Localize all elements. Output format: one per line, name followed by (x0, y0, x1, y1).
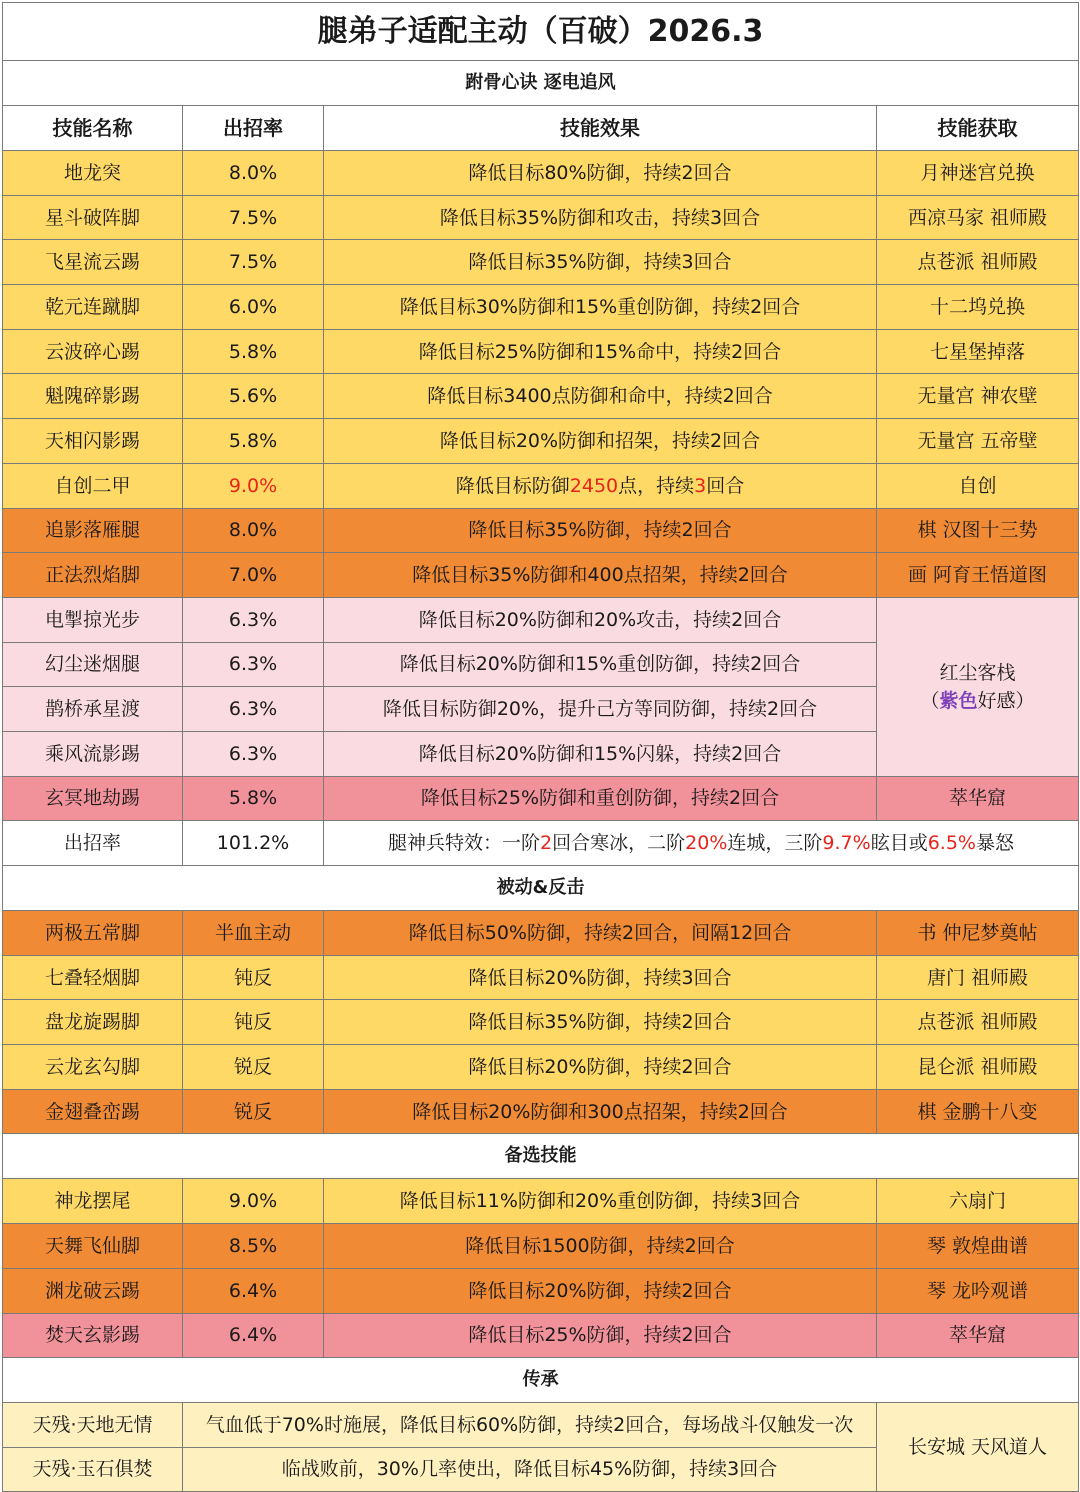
effect-text: 腿神兵特效：一阶 (388, 832, 541, 855)
section-row (3, 1134, 1079, 1179)
skill-source: 萃华窟 (877, 776, 1079, 821)
effect-text: 暴怒 (975, 832, 1014, 855)
table-row (3, 821, 1079, 866)
skill-rate: 锐反 (183, 1089, 324, 1134)
skill-source: 自创 (877, 463, 1079, 508)
skill-source: 七星堡掉落 (877, 329, 1079, 374)
skill-effect: 降低目标20%防御和300点招架，持续2回合 (324, 1089, 877, 1134)
skill-name: 星斗破阵脚 (3, 195, 183, 240)
table-row (3, 1045, 1079, 1090)
skill-rate: 6.4% (183, 1268, 324, 1313)
skill-source: 琴 敦煌曲谱 (877, 1224, 1079, 1269)
skill-effect: 降低目标80%防御，持续2回合 (324, 151, 877, 196)
skill-rate: 6.3% (183, 687, 324, 732)
skill-rate: 8.0% (183, 508, 324, 553)
total-rate: 101.2% (183, 821, 324, 866)
skill-name: 天残·天地无情 (3, 1403, 183, 1448)
skill-source: 书 仲尼梦奠帖 (877, 911, 1079, 956)
skill-name: 渊龙破云踢 (3, 1268, 183, 1313)
skill-rate: 6.3% (183, 731, 324, 776)
table-row (3, 1403, 1079, 1448)
skill-name: 焚天玄影踢 (3, 1313, 183, 1358)
table-row (3, 553, 1079, 598)
skill-effect: 降低目标35%防御，持续2回合 (324, 508, 877, 553)
effect-text: 眩目或 (870, 832, 928, 855)
skill-effect: 降低目标25%防御和重创防御，持续2回合 (324, 776, 877, 821)
effect-text: 点，持续 (618, 474, 695, 497)
skill-source-inn (877, 597, 1079, 776)
skill-source: 萃华窟 (877, 1313, 1079, 1358)
favor-color: 紫色 (939, 689, 978, 712)
skill-source: 点苍派 祖师殿 (877, 240, 1079, 285)
table-row (3, 1000, 1079, 1045)
skill-effect: 气血低于70%时施展，降低目标60%防御，持续2回合，每场战斗仅触发一次 (183, 1403, 877, 1448)
table-row (3, 597, 1079, 642)
skill-effect: 降低目标防御20%，提升己方等同防御，持续2回合 (324, 687, 877, 732)
skill-effect: 降低目标20%防御和招架，持续2回合 (324, 419, 877, 464)
skill-name: 电掣掠光步 (3, 597, 183, 642)
skill-name: 地龙突 (3, 151, 183, 196)
header-source: 技能获取 (877, 106, 1079, 151)
skill-name: 鹊桥承星渡 (3, 687, 183, 732)
skill-effect: 降低目标20%防御，持续2回合 (324, 1268, 877, 1313)
skill-rate: 6.3% (183, 642, 324, 687)
inn-requirement (879, 687, 1076, 715)
skill-rate: 8.5% (183, 1224, 324, 1269)
skill-name: 乘风流影踢 (3, 731, 183, 776)
table-row (3, 195, 1079, 240)
skill-source: 琴 龙吟观谱 (877, 1268, 1079, 1313)
skill-effect: 降低目标35%防御和攻击，持续3回合 (324, 195, 877, 240)
page-title: 腿弟子适配主动（百破）2026.3 (3, 3, 1079, 61)
skill-rate: 锐反 (183, 1045, 324, 1090)
skill-name: 云波碎心踢 (3, 329, 183, 374)
skill-name: 两极五常脚 (3, 911, 183, 956)
skill-effect: 降低目标11%防御和20%重创防御，持续3回合 (324, 1179, 877, 1224)
skill-rate: 5.8% (183, 419, 324, 464)
table-row (3, 1179, 1079, 1224)
skill-source: 棋 汉图十三势 (877, 508, 1079, 553)
skill-effect: 降低目标20%防御，持续2回合 (324, 1045, 877, 1090)
table-row (3, 285, 1079, 330)
skill-rate: 6.3% (183, 597, 324, 642)
skill-effect: 临战败前，30%几率使出，降低目标45%防御，持续3回合 (183, 1447, 877, 1491)
total-label: 出招率 (3, 821, 183, 866)
table-row (3, 955, 1079, 1000)
skill-source: 无量宫 神农壁 (877, 374, 1079, 419)
section-header-alternate: 备选技能 (3, 1134, 1079, 1179)
table-row (3, 1268, 1079, 1313)
skill-effect (324, 463, 877, 508)
table-row (3, 419, 1079, 464)
skill-name: 乾元连蹴脚 (3, 285, 183, 330)
skill-source: 月神迷宫兑换 (877, 151, 1079, 196)
skill-name: 天舞飞仙脚 (3, 1224, 183, 1269)
effect-text: 回合寒冰，二阶 (552, 832, 686, 855)
table-row (3, 508, 1079, 553)
skill-effect: 降低目标25%防御和15%命中，持续2回合 (324, 329, 877, 374)
skill-rate: 9.0% (183, 1179, 324, 1224)
skill-rate: 钝反 (183, 1000, 324, 1045)
skill-source: 六扇门 (877, 1179, 1079, 1224)
table-row (3, 374, 1079, 419)
skill-effect: 降低目标35%防御，持续2回合 (324, 1000, 877, 1045)
table-row (3, 240, 1079, 285)
table-row (3, 1224, 1079, 1269)
favor-text: 好感） (977, 689, 1035, 712)
highlight-value: 6.5% (927, 832, 976, 855)
effect-text: 连城，三阶 (727, 832, 823, 855)
skill-name: 金翅叠峦踢 (3, 1089, 183, 1134)
skill-name: 云龙玄勾脚 (3, 1045, 183, 1090)
table-row (3, 329, 1079, 374)
skill-source: 点苍派 祖师殿 (877, 1000, 1079, 1045)
skill-effect: 降低目标35%防御和400点招架，持续2回合 (324, 553, 877, 598)
skill-source: 西凉马家 祖师殿 (877, 195, 1079, 240)
skill-name: 天相闪影踢 (3, 419, 183, 464)
skill-source: 唐门 祖师殿 (877, 955, 1079, 1000)
skill-source: 画 阿育王悟道图 (877, 553, 1079, 598)
highlight-value: 20% (685, 832, 728, 855)
table-row (3, 1313, 1079, 1358)
skill-name: 玄冥地劫踢 (3, 776, 183, 821)
column-header-row (3, 106, 1079, 151)
skill-rate: 6.4% (183, 1313, 324, 1358)
skill-name: 正法烈焰脚 (3, 553, 183, 598)
header-rate: 出招率 (183, 106, 324, 151)
skill-rate: 9.0% (183, 463, 324, 508)
paren-open: （ (920, 689, 940, 712)
skill-source: 昆仑派 祖师殿 (877, 1045, 1079, 1090)
highlight-value: 9.7% (822, 832, 871, 855)
skill-source: 棋 金鹏十八变 (877, 1089, 1079, 1134)
highlight-value: 2 (540, 832, 553, 855)
skill-name: 追影落雁腿 (3, 508, 183, 553)
skill-effect: 降低目标25%防御，持续2回合 (324, 1313, 877, 1358)
section-header-heritage: 传承 (3, 1358, 1079, 1403)
skill-name: 魁隗碎影踢 (3, 374, 183, 419)
header-effect: 技能效果 (324, 106, 877, 151)
highlight-value: 3 (694, 474, 707, 497)
effect-text: 回合 (706, 474, 745, 497)
skill-rate: 5.8% (183, 329, 324, 374)
skill-rate: 5.6% (183, 374, 324, 419)
weapon-effect (324, 821, 1079, 866)
skill-rate: 7.5% (183, 240, 324, 285)
skill-source: 长安城 天风道人 (877, 1403, 1079, 1492)
skill-name: 自创二甲 (3, 463, 183, 508)
skill-effect: 降低目标35%防御，持续3回合 (324, 240, 877, 285)
skill-effect: 降低目标20%防御和15%闪躲，持续2回合 (324, 731, 877, 776)
skill-effect: 降低目标20%防御和15%重创防御，持续2回合 (324, 642, 877, 687)
skill-effect: 降低目标1500防御，持续2回合 (324, 1224, 877, 1269)
section-header-active: 跗骨心诀 逐电追风 (3, 61, 1079, 106)
skill-source: 十二坞兑换 (877, 285, 1079, 330)
table-row (3, 776, 1079, 821)
skill-rate: 8.0% (183, 151, 324, 196)
skill-rate: 5.8% (183, 776, 324, 821)
skill-name: 天残·玉石俱焚 (3, 1447, 183, 1491)
section-header-passive: 被动&反击 (3, 866, 1079, 911)
skill-name: 神龙摆尾 (3, 1179, 183, 1224)
section-row (3, 866, 1079, 911)
skill-name: 七叠轻烟脚 (3, 955, 183, 1000)
skill-name: 盘龙旋踢脚 (3, 1000, 183, 1045)
skill-effect: 降低目标3400点防御和命中，持续2回合 (324, 374, 877, 419)
table-row (3, 911, 1079, 956)
skill-table (2, 2, 1079, 1492)
skill-effect: 降低目标50%防御，持续2回合，间隔12回合 (324, 911, 877, 956)
section-row (3, 1358, 1079, 1403)
skill-effect: 降低目标20%防御，持续3回合 (324, 955, 877, 1000)
skill-rate: 7.5% (183, 195, 324, 240)
highlight-value: 2450 (569, 474, 619, 497)
header-skill-name: 技能名称 (3, 106, 183, 151)
skill-name: 飞星流云踢 (3, 240, 183, 285)
skill-rate: 7.0% (183, 553, 324, 598)
skill-rate: 半血主动 (183, 911, 324, 956)
table-row (3, 151, 1079, 196)
effect-text: 降低目标防御 (455, 474, 570, 497)
skill-effect: 降低目标20%防御和20%攻击，持续2回合 (324, 597, 877, 642)
skill-name: 幻尘迷烟腿 (3, 642, 183, 687)
table-row (3, 463, 1079, 508)
inn-name: 红尘客栈 (939, 661, 1016, 684)
skill-rate: 6.0% (183, 285, 324, 330)
skill-source: 无量宫 五帝壁 (877, 419, 1079, 464)
skill-rate: 钝反 (183, 955, 324, 1000)
table-row (3, 1089, 1079, 1134)
skill-effect: 降低目标30%防御和15%重创防御，持续2回合 (324, 285, 877, 330)
